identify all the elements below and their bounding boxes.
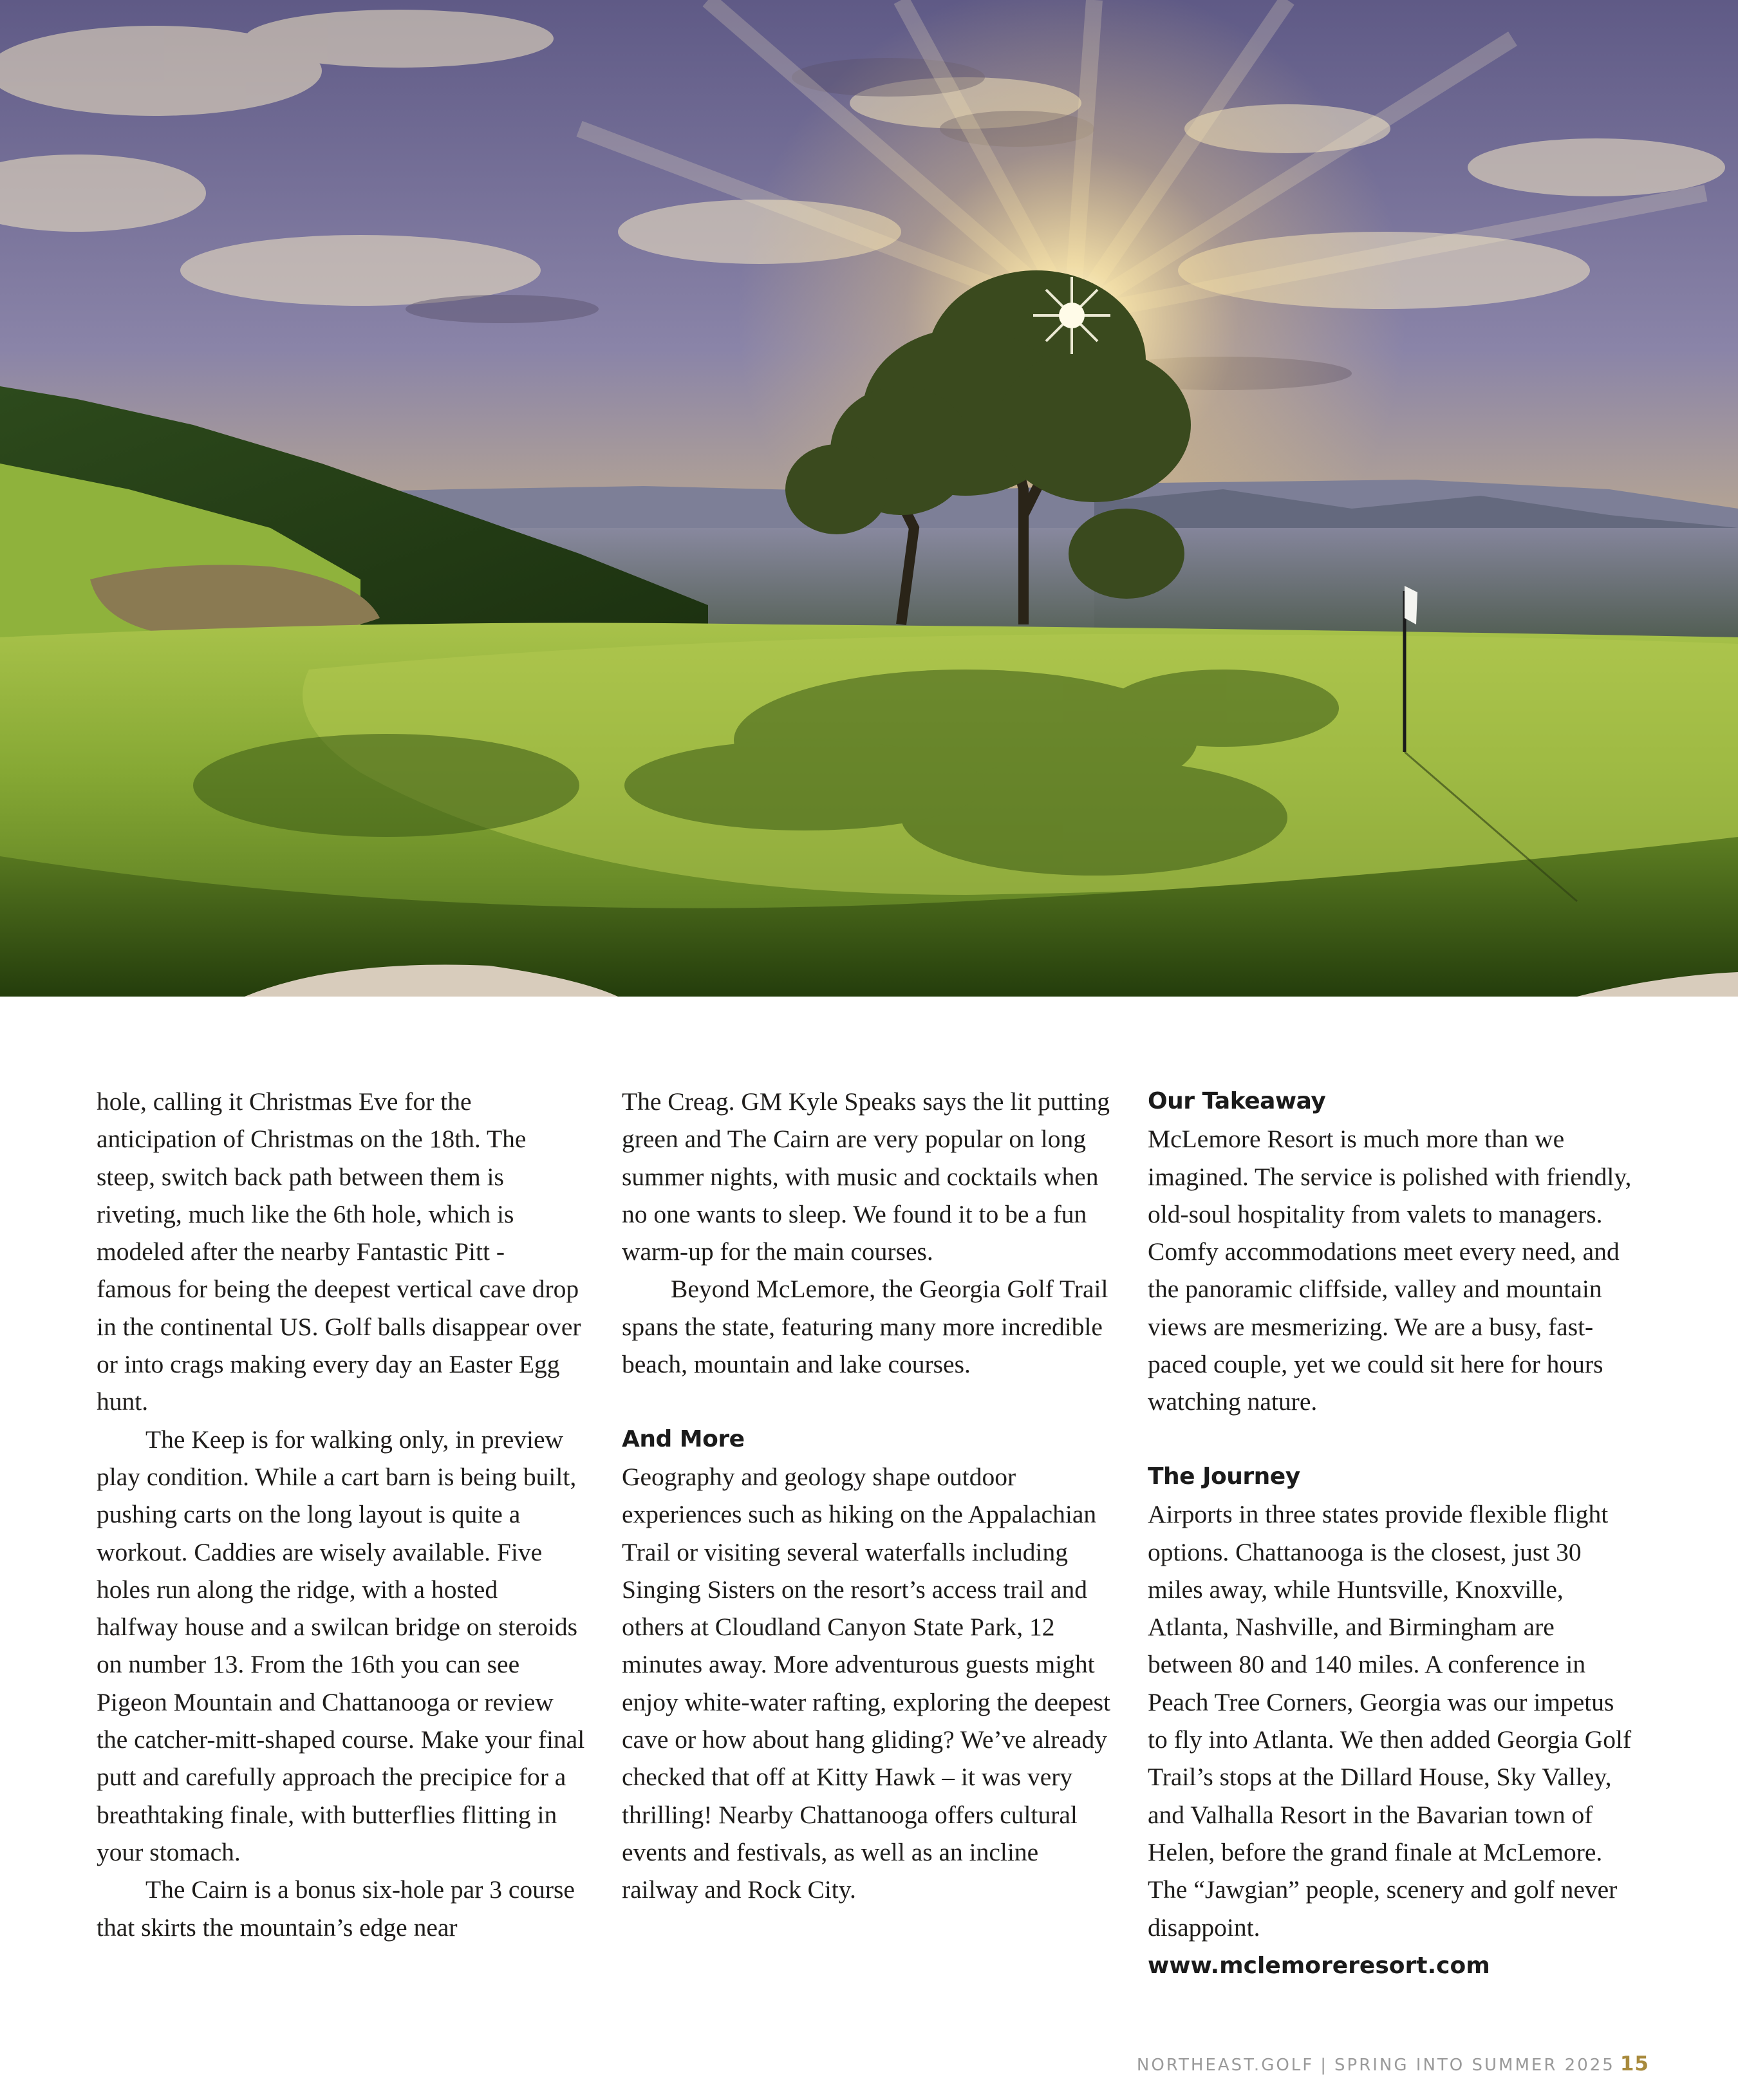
hero-photo <box>0 0 1738 997</box>
paragraph: The Keep is for walking only, in preview play condition. While a cart barn is being built, pushing carts on the long layout is quite a workout. Caddies are wisely available. Five holes run along the ridge, with a hosted halfway house and a swilcan bridge on steroids on number 13. From the 16th you can see Pigeon Mountain and Chattanooga or review the catcher-mitt-shaped course. Make your final putt and carefully approach the precipice for a breathtaking finale, with butterflies flitting in your stomach. <box>97 1425 585 1866</box>
spacer <box>1148 1421 1637 1458</box>
text-column-1 <box>97 1083 586 1946</box>
paragraph: The Creag. GM Kyle Speaks says the lit putting green and The Cairn are very popular on long summer nights, with music and cocktails when no one wants to sleep. We found it to be a fun warm-up for the main courses. <box>622 1087 1110 1266</box>
paragraph: McLemore Resort is much more than we imagined. The service is polished with friendly, old-soul hospitality from valets to managers. Comfy accommodations meet every need, and the panoramic cliffside, valley and mountain views are mesmerizing. We are a busy, fast-paced couple, yet we could sit here for hours watching nature. <box>1148 1125 1632 1416</box>
paragraph: Beyond McLemore, the Georgia Golf Trail spans the state, featuring many more incredible beach, mountain and lake courses. <box>622 1275 1108 1379</box>
spacer <box>622 1383 1111 1420</box>
footer-separator: | <box>1320 2056 1329 2075</box>
footer-issue: SPRING INTO SUMMER 2025 <box>1334 2056 1615 2075</box>
paragraph: hole, calling it Christmas Eve for the anticipation of Christmas on the 18th. The steep, switch back path between them is riveting, much like the 6th hole, which is modeled after the nearby Fantastic Pitt - famous for being the deepest vertical cave drop in the continental US. Golf balls disappear over or into crags making every day an Easter Egg hunt. <box>97 1087 581 1416</box>
section-heading-our-takeaway: Our Takeaway <box>1148 1088 1326 1114</box>
resort-website-link[interactable]: www.mclemoreresort.com <box>1148 1952 1490 1979</box>
section-heading-and-more: And More <box>622 1425 745 1452</box>
paragraph: Geography and geology shape outdoor experiences such as hiking on the Appalachian Trail or visiting several waterfalls including Singing Sisters on the resort’s access trail and others at Cloudland Canyon State Park, 12 minutes away. More adventurous guests might enjoy white-water rafting, exploring the deepest cave or how about hang gliding? We’ve already checked that off at Kitty Hawk – it was very thrilling! Nearby Chattanooga offers cultural events and festivals, as well as an incline railway and Rock City. <box>622 1462 1111 1904</box>
page-footer <box>966 2052 1649 2076</box>
page-number: 15 <box>1620 2052 1649 2076</box>
section-heading-the-journey: The Journey <box>1148 1463 1300 1490</box>
paragraph: The Cairn is a bonus six-hole par 3 course that skirts the mountain’s edge near <box>97 1875 575 1942</box>
footer-site: NORTHEAST.GOLF <box>1136 2056 1314 2075</box>
text-column-2 <box>622 1083 1111 1909</box>
text-column-3 <box>1148 1083 1637 1985</box>
paragraph: Airports in three states provide flexible flight options. Chattanooga is the closest, just 30 miles away, while Huntsville, Knoxville, Atlanta, Nashville, and Birmingham are between 80 and 140 miles. A conference in Peach Tree Corners, Georgia was our impetus to fly into Atlanta. We then added Georgia Golf Trail’s stops at the Dillard House, Sky Valley, and Valhalla Resort in the Bavarian town of Helen, before the grand finale at McLemore. The “Jawgian” people, scenery and golf never disappoint. <box>1148 1500 1632 1942</box>
